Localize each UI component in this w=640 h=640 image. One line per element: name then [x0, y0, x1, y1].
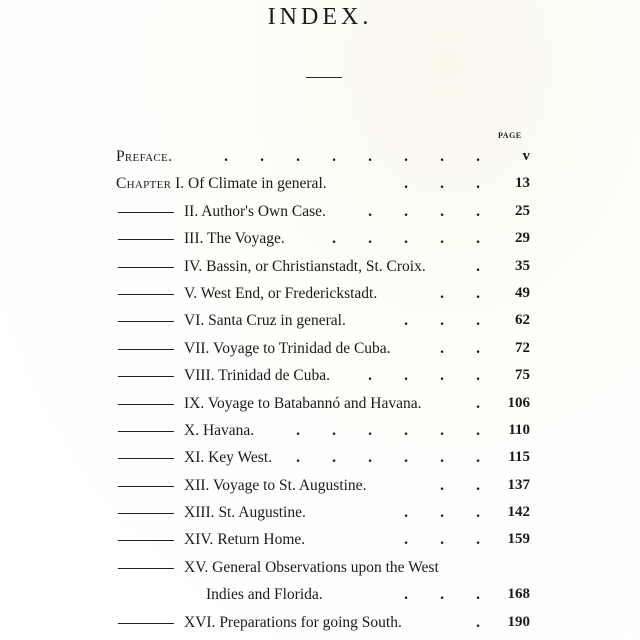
entry-page-number: 25 — [515, 202, 530, 219]
leader-dots: . . . — [404, 531, 480, 549]
entry-title: X. Havana. — [184, 421, 255, 439]
toc-entry-preface[interactable] — [116, 143, 530, 170]
page-title: INDEX. — [267, 4, 373, 30]
entry-title: XI. Key West. — [184, 449, 273, 467]
toc-entry-chapter-1[interactable] — [116, 170, 530, 197]
toc-entry-chapter-13[interactable] — [116, 499, 530, 526]
entry-page-number: 49 — [515, 284, 530, 301]
entry-page-number: 168 — [507, 586, 530, 603]
entry-title: XV. General Observations upon the West — [184, 558, 439, 576]
leader-dots: . . . . . . — [296, 449, 480, 467]
title-divider — [306, 77, 342, 78]
leader-dots: . — [476, 257, 480, 275]
entry-page-number: 106 — [507, 394, 530, 411]
entry-title: XIII. St. Augustine. — [184, 504, 306, 522]
toc-entry-chapter-14[interactable] — [116, 526, 530, 553]
toc-entry-chapter-4[interactable] — [116, 253, 530, 280]
entry-page-number: 110 — [508, 421, 530, 438]
ditto-dash — [118, 294, 174, 295]
leader-dots: . . . — [404, 504, 480, 522]
leader-dots: . . — [440, 339, 480, 357]
entry-page-number: 142 — [507, 504, 530, 521]
leader-dots: . — [476, 613, 480, 631]
entry-page-number: 137 — [507, 476, 530, 493]
entry-title: VIII. Trinidad de Cuba. — [184, 367, 330, 385]
leader-dots: . . . — [404, 175, 480, 193]
toc-entry-chapter-11[interactable] — [116, 444, 530, 471]
leader-dots: . . — [440, 284, 480, 302]
table-of-contents — [116, 143, 530, 636]
entry-title: Chapter I. Of Climate in general. — [116, 175, 327, 193]
entry-title: XVI. Preparations for going South. — [184, 613, 402, 631]
ditto-dash — [118, 321, 174, 322]
entry-title: Preface. — [116, 148, 173, 165]
ditto-dash — [118, 486, 174, 487]
leader-dots: . . . — [404, 586, 480, 604]
entry-page-number: 72 — [515, 339, 530, 356]
ditto-dash — [118, 431, 174, 432]
entry-title-continued: Indies and Florida. — [206, 586, 323, 604]
toc-entry-chapter-7[interactable] — [116, 335, 530, 362]
entry-page-number: 159 — [507, 531, 530, 548]
entry-title: VI. Santa Cruz in general. — [184, 312, 346, 330]
ditto-dash — [118, 267, 174, 268]
ditto-dash — [118, 623, 174, 624]
toc-entry-chapter-15[interactable] — [116, 554, 530, 581]
entry-title: IV. Bassin, or Christianstadt, St. Croix. — [184, 257, 426, 275]
ditto-dash — [118, 239, 174, 240]
toc-entry-chapter-16[interactable] — [116, 609, 530, 636]
ditto-dash — [118, 212, 174, 213]
page-column-label: PAGE — [498, 131, 522, 140]
leader-dots: . . . . — [368, 367, 480, 385]
entry-title: XII. Voyage to St. Augustine. — [184, 476, 367, 494]
toc-entry-chapter-9[interactable] — [116, 390, 530, 417]
entry-title: II. Author's Own Case. — [184, 202, 326, 220]
leader-dots: . . . . — [368, 202, 480, 220]
ditto-dash — [118, 376, 174, 377]
entry-title: VII. Voyage to Trinidad de Cuba. — [184, 339, 391, 357]
entry-page-number: 190 — [507, 613, 530, 630]
ditto-dash — [118, 513, 174, 514]
leader-dots: . . . . . . . . — [224, 148, 480, 165]
toc-entry-chapter-8[interactable] — [116, 362, 530, 389]
toc-entry-chapter-3[interactable] — [116, 225, 530, 252]
toc-entry-chapter-15-continued[interactable] — [116, 581, 530, 608]
toc-entry-chapter-6[interactable] — [116, 307, 530, 334]
entry-page-number: v — [522, 148, 530, 164]
leader-dots: . . . — [404, 312, 480, 330]
entry-page-number: 29 — [515, 230, 530, 247]
ditto-dash — [118, 404, 174, 405]
leader-dots: . . . . . — [332, 230, 480, 248]
toc-entry-chapter-5[interactable] — [116, 280, 530, 307]
ditto-dash — [118, 568, 174, 569]
entry-page-number: 115 — [508, 449, 530, 466]
toc-entry-chapter-12[interactable] — [116, 472, 530, 499]
leader-dots: . — [476, 394, 480, 412]
entry-page-number: 35 — [515, 257, 530, 274]
entry-page-number: 62 — [515, 312, 530, 329]
toc-entry-chapter-2[interactable] — [116, 198, 530, 225]
toc-entry-chapter-10[interactable] — [116, 417, 530, 444]
entry-page-number: 75 — [515, 367, 530, 384]
entry-title: IX. Voyage to Batabannó and Havana. — [184, 394, 422, 412]
ditto-dash — [118, 458, 174, 459]
entry-title: III. The Voyage. — [184, 230, 285, 248]
ditto-dash — [118, 540, 174, 541]
leader-dots: . . — [440, 476, 480, 494]
entry-page-number: 13 — [515, 175, 530, 192]
ditto-dash — [118, 349, 174, 350]
entry-title: XIV. Return Home. — [184, 531, 306, 549]
entry-title: V. West End, or Frederickstadt. — [184, 284, 378, 302]
leader-dots: . . . . . . — [296, 421, 480, 439]
